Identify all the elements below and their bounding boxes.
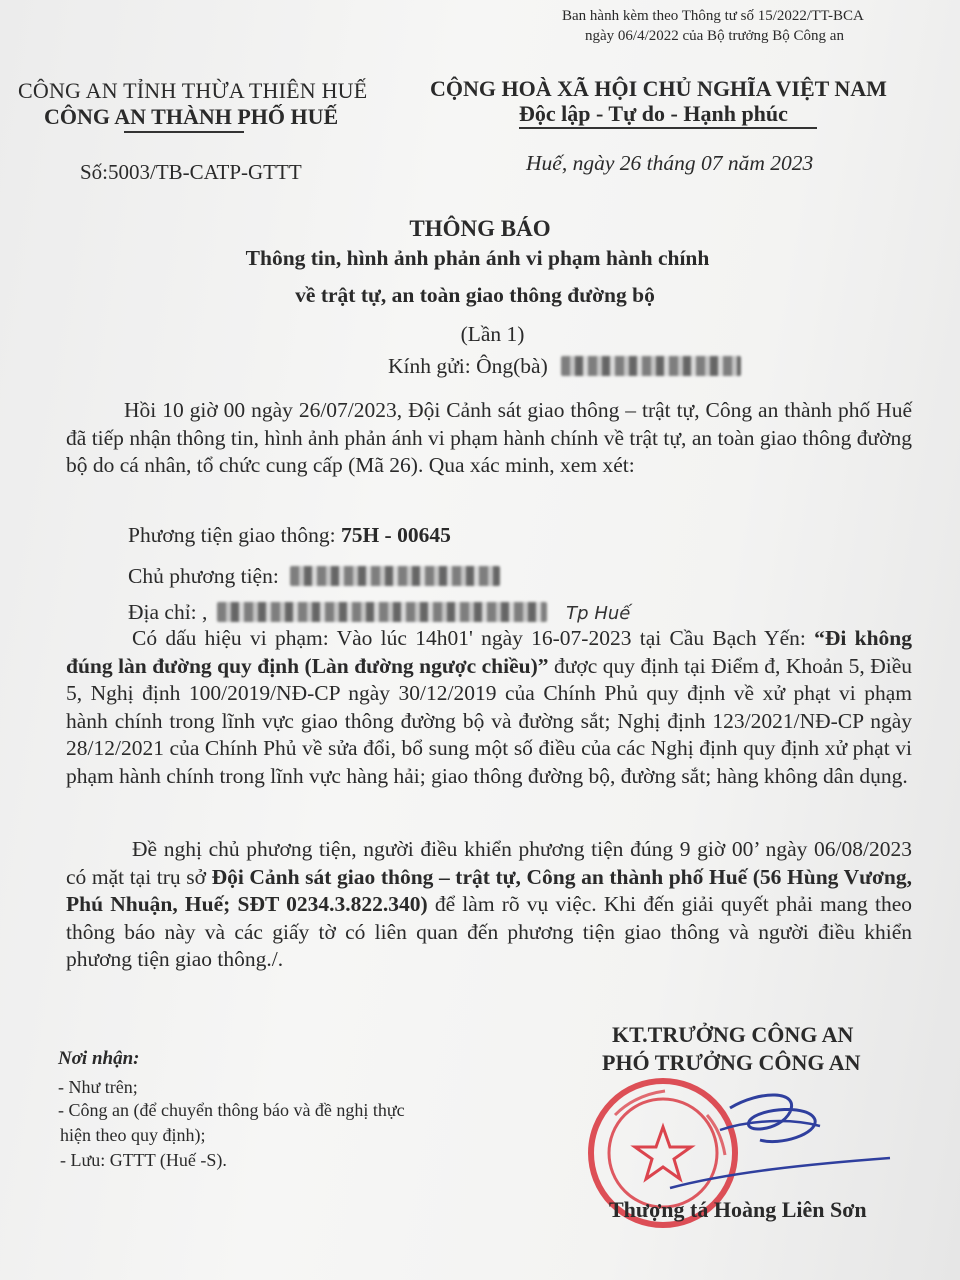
vehicle-plate: 75H - 00645 xyxy=(340,523,451,547)
violation-intro: Có dấu hiệu vi phạm: Vào lúc 14h01' ngày 16-07-2023 tại Cầu Bạch Yến: xyxy=(132,626,806,650)
signature-title-line2: PHÓ TRƯỞNG CÔNG AN xyxy=(602,1050,861,1075)
document-number: Số:5003/TB-CATP-GTTT xyxy=(80,160,302,184)
motto-underline xyxy=(519,127,817,129)
regulation-note-line1: Ban hành kèm theo Thông tư số 15/2022/TT-BCA xyxy=(562,8,864,24)
request-paragraph xyxy=(66,836,912,974)
vehicle-line xyxy=(128,522,451,550)
redacted-addressee xyxy=(561,356,741,376)
country-name: CỘNG HOÀ XÃ HỘI CHỦ NGHĨA VIỆT NAM xyxy=(430,76,887,101)
notice-instance: (Lần 1) xyxy=(460,322,525,346)
regulation-note-line2: ngày 06/4/2022 của Bộ trưởng Bộ Công an xyxy=(585,28,844,44)
owner-label: Chủ phương tiện: xyxy=(128,564,279,588)
addressee-line xyxy=(388,354,741,379)
redacted-owner xyxy=(290,566,500,586)
address-label: Địa chỉ: xyxy=(128,600,197,624)
agency-parent: CÔNG AN TỈNH THỪA THIÊN HUẾ xyxy=(18,78,368,103)
intro-paragraph: Hồi 10 giờ 00 ngày 26/07/2023, Đội Cảnh sát giao thông – trật tự, Công an thành phố Huế đã tiếp nhận thông tin, hình ảnh phản ánh vi phạm hành chính về trật tự, an toàn giao thông đường bộ do cá nhân, tổ chức cung cấp (Mã 26). Qua xác minh, xem xét: xyxy=(66,398,912,477)
handwritten-signature-icon xyxy=(640,1060,900,1200)
request-part2: để làm rõ vụ việc. Khi đến giải quyết phải mang theo thông báo này và các giấy tờ có liên quan đến phương tiện giao thông và người điều khiển phương tiện giao thông./. xyxy=(66,892,912,971)
violation-quote: “Đi không đúng làn đường quy định (Làn đường ngược chiều)” xyxy=(66,626,913,678)
address-handwritten: Tp Huế xyxy=(566,603,631,624)
document-subtitle-line2: về trật tự, an toàn giao thông đường bộ xyxy=(295,283,655,307)
place-date: Huế, ngày 26 tháng 07 năm 2023 xyxy=(526,151,814,175)
national-motto: Độc lập - Tự do - Hạnh phúc xyxy=(519,101,788,126)
addressee-label: Kính gửi: Ông(bà) xyxy=(388,354,548,378)
request-part1: Đề nghị chủ phương tiện, người điều khiển phương tiện đúng 9 giờ 00’ ngày 06/08/2023 có mặt tại trụ sở xyxy=(66,837,912,889)
owner-line xyxy=(128,563,500,591)
document-subtitle-line1: Thông tin, hình ảnh phản ánh vi phạm hành chính xyxy=(245,246,710,270)
document-title: THÔNG BÁO xyxy=(409,216,551,241)
address-prefix: , xyxy=(202,600,208,624)
recipient-item-1: - Như trên; xyxy=(58,1077,138,1097)
agency-underline xyxy=(124,131,244,133)
recipient-item-2b: hiện theo quy định); xyxy=(60,1125,206,1145)
redacted-address xyxy=(217,602,547,622)
signature-title-line1: KT.TRƯỞNG CÔNG AN xyxy=(612,1022,854,1047)
address-line xyxy=(128,599,630,628)
recipient-item-3: - Lưu: GTTT (Huế -S). xyxy=(60,1150,227,1170)
violation-paragraph xyxy=(66,625,912,790)
recipients-heading: Nơi nhận: xyxy=(58,1048,140,1069)
signer-name: Thượng tá Hoàng Liên Sơn xyxy=(609,1197,867,1222)
vehicle-label: Phương tiện giao thông: xyxy=(128,523,336,547)
violation-rest: được quy định tại Điểm đ, Khoản 5, Điều 5, Nghị định 100/2019/NĐ-CP ngày 30/12/2019 của Chính Phủ quy định về xử phạt vi phạm hành chính trong lĩnh vực giao thông đường bộ và đường sắt; Nghị định 123/2021/NĐ-CP ngày 28/12/2021 của Chính Phủ về sửa đổi, bổ sung một số điều của các Nghị định quy định xử phạt vi phạm hành chính trong lĩnh vực hàng hải; giao thông đường bộ, đường sắt; hàng không dân dụng. xyxy=(66,653,913,788)
agency-name: CÔNG AN THÀNH PHỐ HUẾ xyxy=(44,104,339,129)
request-unit-address: Đội Cảnh sát giao thông – trật tự, Công an thành phố Huế (56 Hùng Vương, Phú Nhuận, Huế; SĐT 0234.3.822.340) xyxy=(66,864,913,916)
recipient-item-2a: - Công an (để chuyển thông báo và đề nghị thực xyxy=(58,1100,405,1120)
